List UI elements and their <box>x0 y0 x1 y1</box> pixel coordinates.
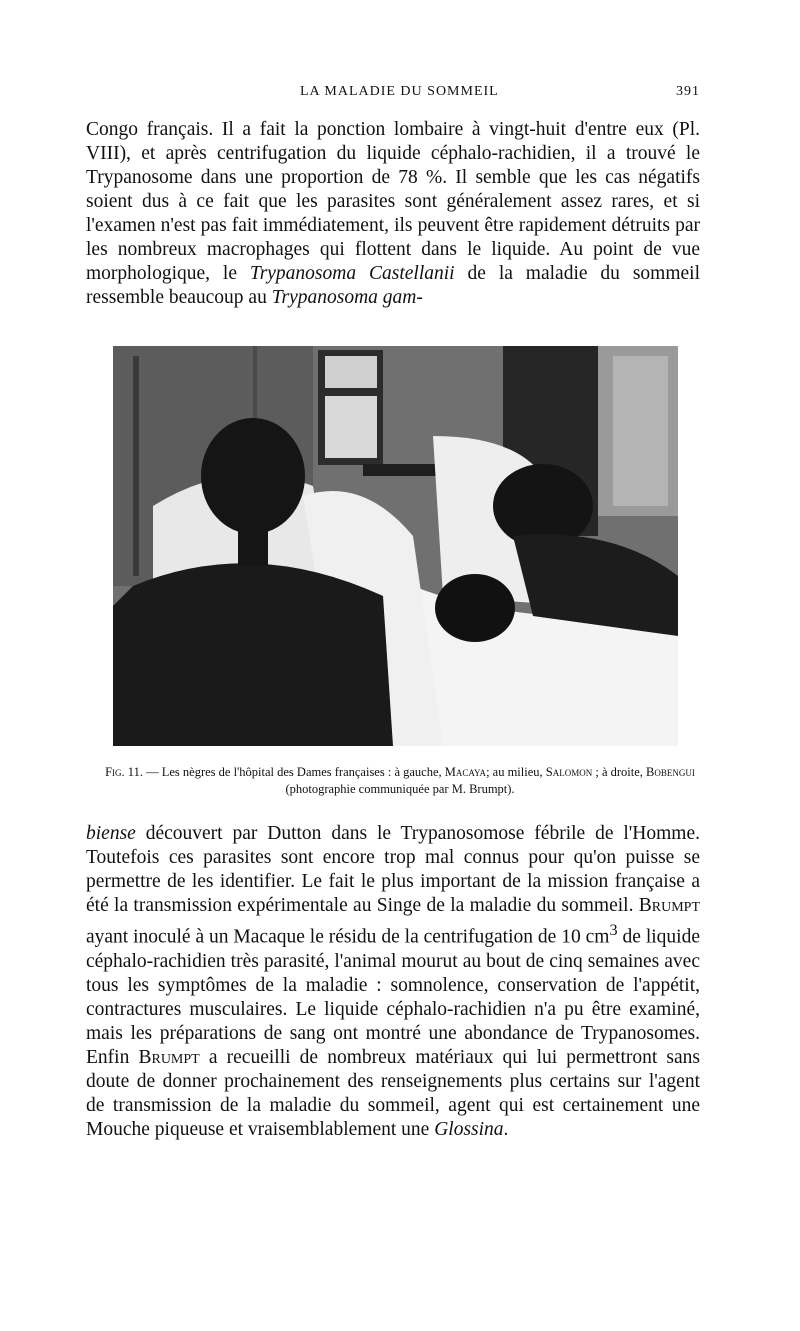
person-name: Brumpt <box>638 895 700 916</box>
text-run: ayant inoculé à un Macaque le résidu de la centrifugation de 10 cm <box>86 926 610 948</box>
text-run: de liquide céphalo-rachidien très parasité, l'animal mourut au bout de cinq semaines avec tous les symptômes de la maladie : somnolence, conservation de l'appétit, contractures musculaires. Le liquide céphalo-rachidien n'a pu être examiné, mais les préparations de sang ont montré une abondance de Trypanosomes. Enfin <box>86 926 700 1068</box>
photograph-illustration <box>113 346 678 746</box>
paragraph-top <box>86 118 700 310</box>
running-title: LA MALADIE DU SOMMEIL <box>300 84 499 99</box>
caption-text: ; à droite, <box>592 765 647 779</box>
figure-caption <box>104 764 696 798</box>
person-name: Brumpt <box>138 1046 200 1068</box>
species-name: Trypanosoma Castellanii <box>249 263 455 284</box>
caption-text: (photographie communiquée par M. Brumpt). <box>285 782 515 796</box>
text-run: découvert par Dutton dans le Trypanosomose fébrile de l'Homme. Toutefois ces parasites sont encore trop mal connus pour qu'on puisse se permettre de les identifier. Le fait le plus important de la mission française a été la transmission expérimentale au Singe de la maladie du sommeil. <box>86 823 700 916</box>
figure-photograph <box>113 346 678 746</box>
person-name: Salomon <box>545 765 593 779</box>
superscript: 3 <box>609 921 618 939</box>
caption-text: ; au milieu, <box>486 765 546 779</box>
caption-text: — Les nègres de l'hôpital des Dames françaises : à gauche, <box>142 765 445 779</box>
person-name: Macaya <box>444 765 487 779</box>
text-run: Congo français. Il a fait la ponction lombaire à vingt-huit d'entre eux (Pl. VIII), et après centrifugation du liquide céphalo-rachidien, il a trouvé le Trypanosome dans une proportion de 78 %. Il semble que les cas négatifs soient dus à ce fait que les parasites sont généralement assez rares, et si l'examen n'est pas fait immédiatement, ils peuvent être rapidement détruits par les nombreux macrophages qui flottent dans le liquide. Au point de vue morphologique, le <box>86 119 700 284</box>
text-run: a recueilli de nombreux matériaux qui lui permettront sans doute de donner prochainement des renseignements plus certains sur l'agent de transmission de la maladie du sommeil, agent qui est certainement une Mouche piqueuse et vraisemblablement une <box>86 1046 700 1140</box>
text-run: . <box>503 1118 509 1140</box>
genus-name: Glossina <box>434 1118 504 1140</box>
text-run: de la maladie du sommeil ressemble beaucoup au <box>86 263 700 308</box>
paragraph-bottom <box>86 822 700 1142</box>
species-name: Trypanosoma gam- <box>271 287 423 308</box>
person-name: Bobengui <box>646 765 695 779</box>
figure-label: Fig. 11. <box>105 765 143 779</box>
species-name: biense <box>86 823 136 844</box>
page-number: 391 <box>676 84 700 99</box>
